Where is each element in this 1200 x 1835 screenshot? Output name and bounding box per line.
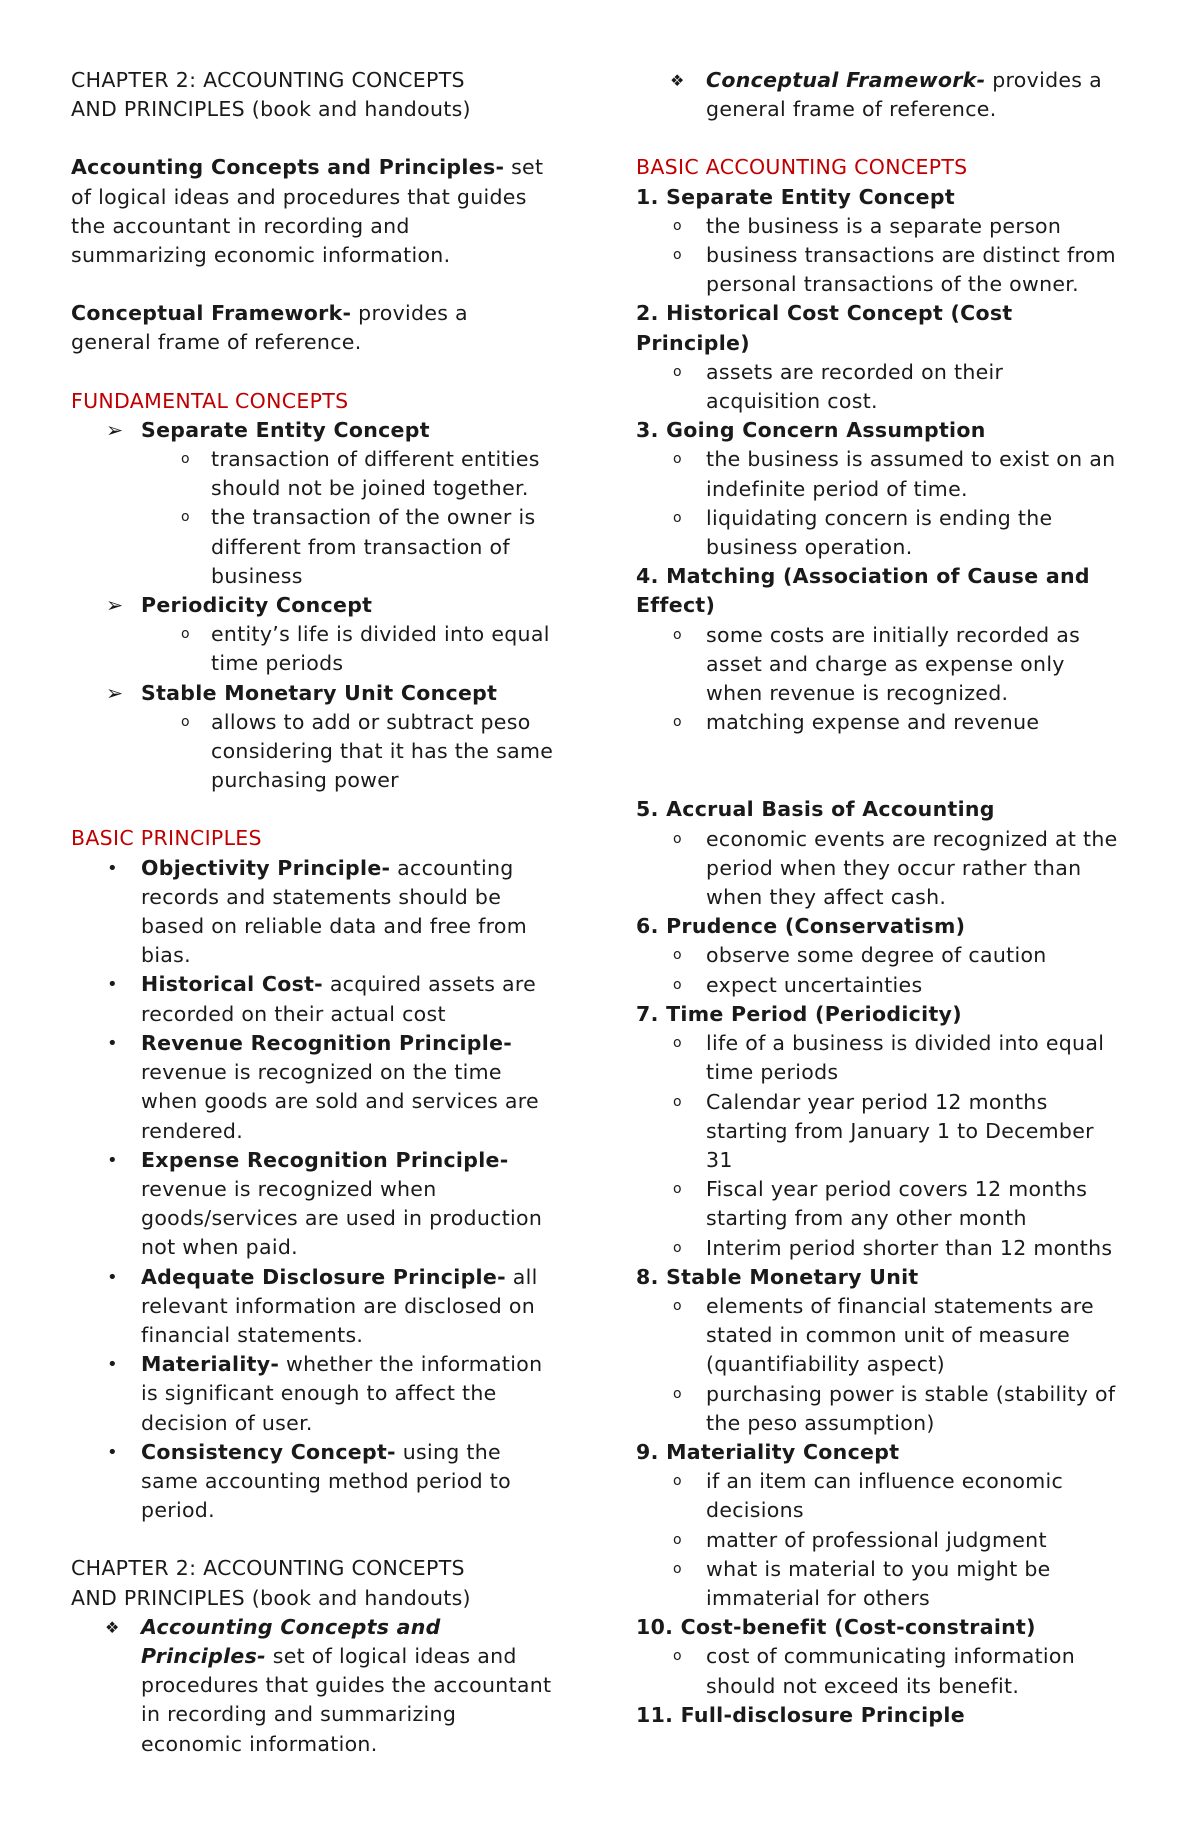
concept-item: o business transactions are distinct from personal transactions of the owner. <box>673 243 1116 297</box>
bullet-icon: • <box>107 974 118 996</box>
left-column <box>71 66 571 1759</box>
fundamental-concept: ➢ Periodicity Concept o entity’s life is divided into equal time periods <box>106 593 550 676</box>
concept-item: o what is material to you might be immaterial for others <box>673 1556 1051 1610</box>
circle-bullet-icon: o <box>673 976 682 993</box>
principle-item: • Revenue Recognition Principle- revenue is recognized on the time when goods are sold and services are rendered. <box>107 1030 539 1143</box>
concept-title: 8. Stable Monetary Unit <box>636 1264 919 1289</box>
chapter-title-repeat: CHAPTER 2: ACCOUNTING CONCEPTS AND PRINCIPLES (book and handouts) <box>71 1556 471 1610</box>
circle-bullet-icon: o <box>673 714 682 731</box>
concept-item: o if an item can influence economic decisions <box>673 1469 1064 1523</box>
circle-bullet-icon: o <box>673 1385 682 1402</box>
bullet-icon: • <box>107 1149 118 1171</box>
cf-definition: Conceptual Framework- provides a general frame of reference. <box>71 301 468 355</box>
concept-item: o liquidating concern is ending the business operation. <box>673 505 1053 560</box>
concept-item: o the business is assumed to exist on an indefinite period of time. <box>673 447 1116 501</box>
circle-bullet-icon: o <box>673 626 682 643</box>
circle-bullet-icon: o <box>673 451 682 468</box>
concept-item: o observe some degree of caution <box>636 941 1156 970</box>
circle-bullet-icon: o <box>673 1531 682 1548</box>
arrow-icon: ➢ <box>106 417 124 442</box>
concept-item: o purchasing power is stable (stability of the peso assumption) <box>673 1381 1116 1435</box>
basic-concepts-heading: BASIC ACCOUNTING CONCEPTS <box>636 155 968 180</box>
concept-item: o the business is a separate person <box>636 212 1156 241</box>
bullet-icon: • <box>107 1266 118 1288</box>
acp-definition-repeat: ❖ Accounting Concepts and Principles- set of logical ideas and procedures that guides the accountant in recording and summarizing economic information. <box>105 1614 552 1756</box>
diamond-bullet-icon: ❖ <box>105 1617 120 1637</box>
principle-item: • Historical Cost- acquired assets are recorded on their actual cost <box>107 972 537 1026</box>
concept-item: o Calendar year period 12 months starting from January 1 to December 31 <box>673 1089 1094 1172</box>
concept-title: 1. Separate Entity Concept <box>636 184 955 209</box>
circle-bullet-icon: o <box>181 509 190 526</box>
right-column <box>636 66 1156 1730</box>
concept-title: 7. Time Period (Periodicity) <box>636 1001 962 1026</box>
fundamental-concept: ➢ Stable Monetary Unit Concept o allows to add or subtract peso considering that it has the same purchasing power <box>106 680 554 793</box>
concept-title: 3. Going Concern Assumption <box>636 418 986 443</box>
cf-definition-repeat: ❖ Conceptual Framework- provides a general frame of reference. <box>670 68 1102 122</box>
concept-item: o cost of communicating information should not exceed its benefit. <box>673 1644 1076 1698</box>
circle-bullet-icon: o <box>181 713 190 730</box>
concept-title: 2. Historical Cost Concept (Cost Principle) <box>636 301 1013 355</box>
arrow-icon: ➢ <box>106 680 124 705</box>
basic-principles-heading: BASIC PRINCIPLES <box>71 826 262 851</box>
concept-item: o life of a business is divided into equal time periods <box>673 1031 1105 1085</box>
circle-bullet-icon: o <box>673 247 682 264</box>
concept-item: o matter of professional judgment <box>636 1526 1156 1555</box>
concept-item: o Interim period shorter than 12 months <box>636 1234 1156 1263</box>
circle-bullet-icon: o <box>673 1560 682 1577</box>
concept-title: 6. Prudence (Conservatism) <box>636 914 966 939</box>
principle-item: • Objectivity Principle- accounting records and statements should be based on reliable data and free from bias. <box>107 855 528 968</box>
acp-definition: Accounting Concepts and Principles- set of logical ideas and procedures that guides the accountant in recording and summarizing economic information. <box>71 155 544 268</box>
concept-title: 11. Full-disclosure Principle <box>636 1702 965 1727</box>
circle-bullet-icon: o <box>673 947 682 964</box>
concept-item: o some costs are initially recorded as asset and charge as expense only when revenue is recognized. <box>673 622 1081 706</box>
bullet-icon: • <box>107 1032 118 1054</box>
circle-bullet-icon: o <box>181 451 190 468</box>
principle-item: • Adequate Disclosure Principle- all relevant information are disclosed on financial statements. <box>107 1264 538 1347</box>
circle-bullet-icon: o <box>673 1648 682 1665</box>
bullet-icon: • <box>107 857 118 879</box>
concept-item: o elements of financial statements are stated in common unit of measure (quantifiability aspect) <box>673 1293 1094 1377</box>
circle-bullet-icon: o <box>673 363 682 380</box>
circle-bullet-icon: o <box>673 509 682 526</box>
circle-bullet-icon: o <box>673 1093 682 1110</box>
circle-bullet-icon: o <box>673 1473 682 1490</box>
concept-item: o assets are recorded on their acquisition cost. <box>673 359 1004 414</box>
circle-bullet-icon: o <box>673 217 682 234</box>
concept-item: o expect uncertainties <box>636 971 1156 1000</box>
concept-title: 4. Matching (Association of Cause and Effect) <box>636 564 1090 618</box>
circle-bullet-icon: o <box>673 1035 682 1052</box>
circle-bullet-icon: o <box>673 1297 682 1314</box>
concept-item: o Fiscal year period covers 12 months starting from any other month <box>673 1177 1088 1231</box>
concept-item: o matching expense and revenue <box>636 708 1156 737</box>
bullet-icon: • <box>107 1441 118 1463</box>
principle-item: • Consistency Concept- using the same accounting method period to period. <box>107 1439 511 1523</box>
concept-item: o economic events are recognized at the period when they occur rather than when they affect cash. <box>673 826 1118 910</box>
arrow-icon: ➢ <box>106 593 124 618</box>
circle-bullet-icon: o <box>673 1181 682 1198</box>
fundamental-concept: ➢ Separate Entity Concept o transaction of different entities should not be joined together. o the transaction of the owner is different from transaction of business <box>106 417 540 588</box>
concept-title: 10. Cost-benefit (Cost-constraint) <box>636 1615 1036 1640</box>
circle-bullet-icon: o <box>673 830 682 847</box>
principle-item: • Materiality- whether the information is significant enough to affect the decision of user. <box>107 1352 543 1435</box>
concept-title: 9. Materiality Concept <box>636 1439 900 1464</box>
circle-bullet-icon: o <box>181 626 190 643</box>
fundamental-heading: FUNDAMENTAL CONCEPTS <box>71 388 349 413</box>
bullet-icon: • <box>107 1354 118 1376</box>
circle-bullet-icon: o <box>673 1239 682 1256</box>
principle-item: • Expense Recognition Principle- revenue is recognized when goods/services are used in production not when paid. <box>107 1147 543 1260</box>
concept-title: 5. Accrual Basis of Accounting <box>636 797 995 822</box>
chapter-title: CHAPTER 2: ACCOUNTING CONCEPTS AND PRINCIPLES (book and handouts) <box>71 68 471 122</box>
diamond-bullet-icon: ❖ <box>670 71 685 90</box>
